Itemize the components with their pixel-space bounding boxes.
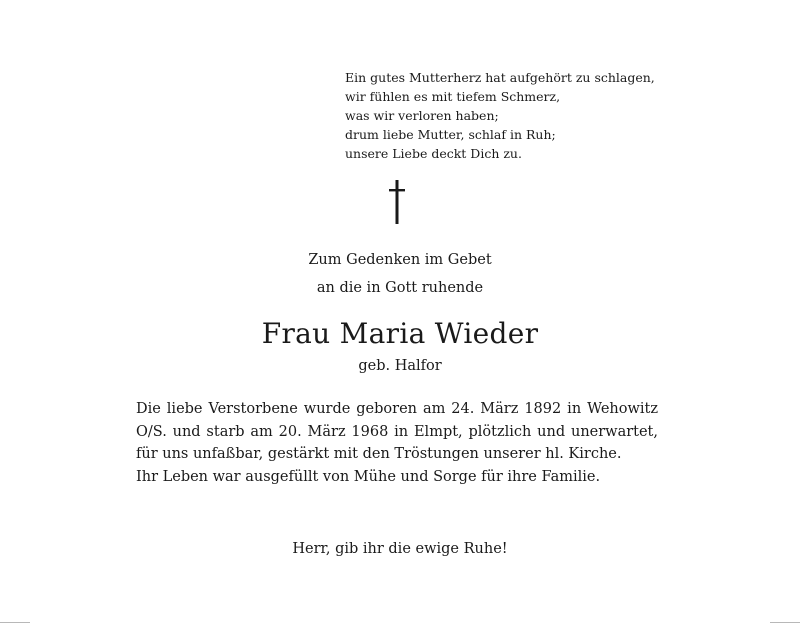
- poem-line: drum liebe Mutter, schlaf in Ruh;: [345, 127, 556, 142]
- maiden-name: geb. Halfor: [358, 358, 442, 374]
- biography-paragraph: Die liebe Verstorbene wurde geboren am 24. März 1892 in Wehowitz O/S. und starb am 20. März 1968 in Elmpt, plötzlich und unerwartet, für uns unfaßbar, gestärkt mit den Tröstungen unserer hl. Kirche.: [136, 401, 658, 462]
- cross-icon: [385, 180, 409, 224]
- poem-line: unsere Liebe deckt Dich zu.: [345, 146, 522, 161]
- biography-text: [136, 398, 658, 488]
- deceased-name: Frau Maria Wieder: [261, 317, 539, 350]
- closing-prayer: Herr, gib ihr die ewige Ruhe!: [292, 541, 508, 557]
- dedication-line: Zum Gedenken im Gebet: [308, 252, 492, 268]
- dedication-line: an die in Gott ruhende: [316, 280, 484, 296]
- memorial-poem: [345, 68, 705, 163]
- poem-line: Ein gutes Mutterherz hat aufgehört zu schlagen,: [345, 70, 655, 85]
- poem-line: wir fühlen es mit tiefem Schmerz,: [345, 89, 561, 104]
- scan-edge-mark: [770, 622, 800, 623]
- poem-line: was wir verloren haben;: [345, 108, 499, 123]
- biography-paragraph: Ihr Leben war ausgefüllt von Mühe und Sorge für ihre Familie.: [136, 468, 601, 485]
- dedication-text: [0, 246, 800, 302]
- scan-edge-mark: [0, 622, 30, 623]
